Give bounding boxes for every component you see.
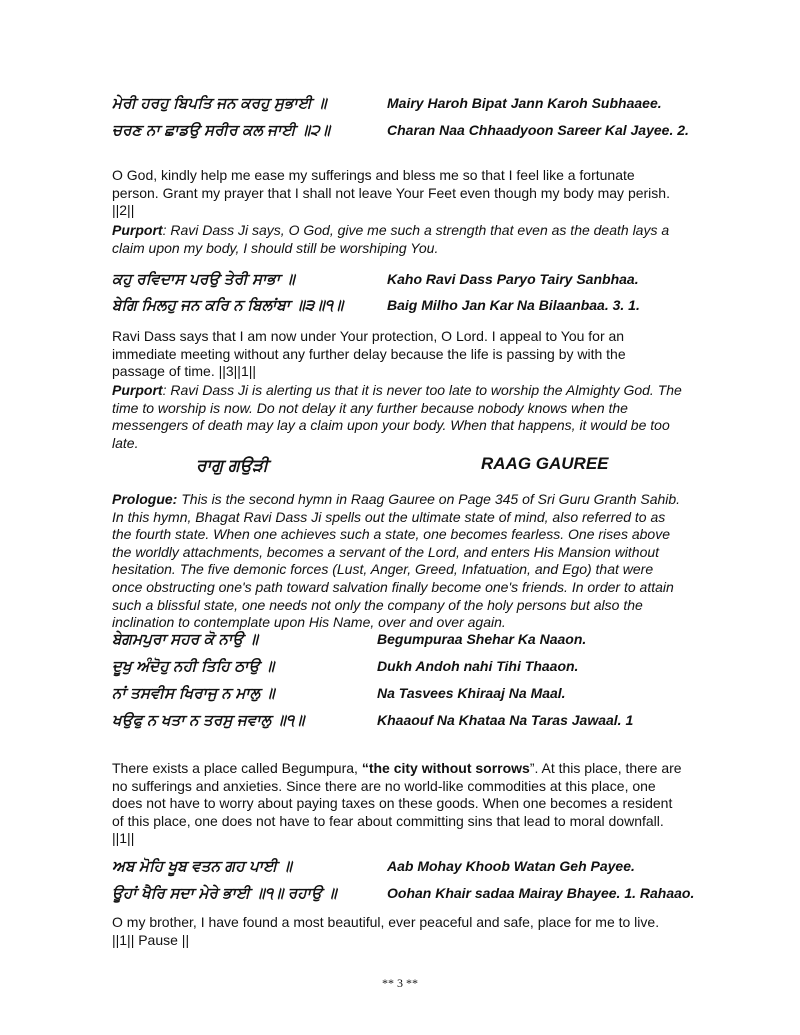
purport-label: Purport: [112, 382, 163, 398]
verse-row: [112, 297, 692, 319]
transliteration-line: Khaaouf Na Khataa Na Taras Jawaal. 1: [377, 712, 634, 728]
translation-paragraph: Ravi Dass says that I am now under Your protection, O Lord. I appeal to You for an immediate meeting without any further delay because the life is passing by with the passage of time. ||3||1||: [112, 328, 626, 380]
gurmukhi-line: ਦੂਖੁ ਅੰਦੋਹੁ ਨਹੀ ਤਿਹਿ ਠਾਉ ॥: [112, 658, 275, 675]
prologue-text: This is the second hymn in Raag Gauree on Page 345 of Sri Guru Granth Sahib. In this hymn, Bhagat Ravi Dass Ji spells out the ultimate state of mind, also referred to as the fourth state. When one achieves such a state, one becomes fearless. One rises above the worldly attachments, becomes a servant of the Lord, and enters His Mansion without hesitation. The five demonic forces (Lust, Anger, Greed, Infatuation, and Ego) that were once obstructing one's path toward salvation finally become one's friends. In order to attain such a blissful state, one needs not only the company of the holy persons but also the inclination to contemplate upon His Name, over and over again.: [112, 491, 681, 631]
page-number: ** 3 **: [382, 976, 418, 990]
verse-row: [112, 122, 692, 144]
gurmukhi-line: ਚਰਣ ਨਾ ਛਾਡਉ ਸਰੀਰ ਕਲ ਜਾਈ ॥੨॥: [112, 122, 331, 139]
translation-paragraph: O God, kindly help me ease my sufferings and bless me so that I feel like a fortunate person. Grant my prayer that I shall not leave Your Feet even though my body may perish. ||2||: [112, 167, 670, 219]
purport-text: : Ravi Dass Ji is alerting us that it is never too late to worship the Almighty God. The time to worship is now. Do not delay it any further because nobody knows when the messengers of death may lay a claim upon your body. When that happens, it would be too late.: [112, 382, 682, 451]
purport-paragraph: [112, 222, 682, 257]
verse-row: [112, 658, 692, 680]
gurmukhi-line: ਬੇਗਿ ਮਿਲਹੁ ਜਨ ਕਰਿ ਨ ਬਿਲਾਂਬਾ ॥੩॥੧॥: [112, 297, 344, 314]
transliteration-line: Kaho Ravi Dass Paryo Tairy Sanbhaa.: [387, 271, 639, 287]
verse-row: [112, 712, 692, 734]
gurmukhi-line: ਨਾਂ ਤਸਵੀਸ ਖਿਰਾਜੁ ਨ ਮਾਲੁ ॥: [112, 685, 275, 702]
purport-label: Purport: [112, 222, 163, 238]
prologue-label: Prologue:: [112, 491, 178, 507]
verse-row: [112, 271, 692, 293]
transliteration-line: Charan Naa Chhaadyoon Sareer Kal Jayee. 2.: [387, 122, 689, 138]
translation-paragraph: [112, 760, 682, 848]
translation-text: ”. At this place, there are no sufferings and anxieties. Since there are no world-like commodities at this place, one does not have to worry about paying taxes on these goods. When one becomes a resident of this place, one does not have to fear about committing sins that lead to moral downfall. ||1||: [112, 760, 682, 847]
raag-heading-english: RAAG GAUREE: [481, 454, 609, 473]
prologue-paragraph: [112, 491, 682, 632]
translation-text: There exists a place called Begumpura,: [112, 760, 362, 776]
transliteration-line: Baig Milho Jan Kar Na Bilaanbaa. 3. 1.: [387, 297, 640, 313]
verse-row: [112, 885, 695, 907]
emphasis-text: “the city without sorrows: [361, 760, 530, 776]
transliteration-line: Aab Mohay Khoob Watan Geh Payee.: [387, 858, 635, 874]
purport-paragraph: [112, 382, 682, 452]
gurmukhi-line: ਊਹਾਂ ਖੈਰਿ ਸਦਾ ਮੇਰੇ ਭਾਈ ॥੧॥ ਰਹਾਉ ॥: [112, 885, 337, 902]
translation-paragraph: O my brother, I have found a most beautiful, ever peaceful and safe, place for me to live. ||1|| Pause ||: [112, 914, 660, 948]
gurmukhi-line: ਕਹੁ ਰਵਿਦਾਸ ਪਰਉ ਤੇਰੀ ਸਾਭਾ ॥: [112, 271, 295, 288]
gurmukhi-line: ਬੇਗਮਪੁਰਾ ਸਹਰ ਕੋ ਨਾਉ ॥: [112, 631, 259, 648]
purport-text: : Ravi Dass Ji says, O God, give me such a strength that even as the death lays a claim upon my body, I should still be worshiping You.: [112, 222, 670, 256]
gurmukhi-line: ਖਉਫੁ ਨ ਖਤਾ ਨ ਤਰਸੁ ਜਵਾਲੁ ॥੧॥: [112, 712, 305, 729]
raag-heading-gurmukhi: ਰਾਗੁ ਗਉੜੀ: [196, 456, 269, 475]
verse-row: [112, 631, 692, 653]
transliteration-line: Begumpuraa Shehar Ka Naaon.: [377, 631, 587, 647]
verse-row: [112, 95, 692, 117]
transliteration-line: Mairy Haroh Bipat Jann Karoh Subhaaee.: [387, 95, 662, 111]
transliteration-line: Dukh Andoh nahi Tihi Thaaon.: [377, 658, 579, 674]
gurmukhi-line: ਮੇਰੀ ਹਰਹੁ ਬਿਪਤਿ ਜਨ ਕਰਹੁ ਸੁਭਾਈ ॥: [112, 95, 327, 112]
gurmukhi-line: ਅਬ ਮੋਹਿ ਖੂਬ ਵਤਨ ਗਹ ਪਾਈ ॥: [112, 858, 293, 875]
transliteration-line: Na Tasvees Khiraaj Na Maal.: [377, 685, 566, 701]
verse-row: [112, 685, 692, 707]
verse-row: [112, 858, 692, 880]
transliteration-line: Oohan Khair sadaa Mairay Bhayee. 1. Rahaao.: [387, 885, 695, 901]
